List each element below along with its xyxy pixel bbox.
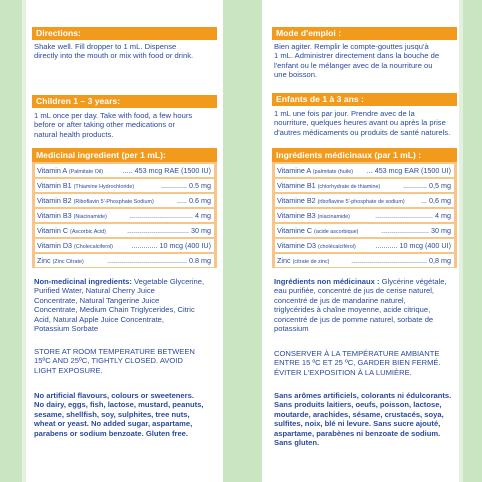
panel-edge (22, 0, 26, 482)
medicinal-ingredients-table (272, 148, 457, 268)
directions-heading: Mode d'emploi : (272, 27, 457, 40)
ingredient-row: Vitamin B1 (Thiamine Hydrochloride) ............. 0.5 mg (35, 179, 214, 192)
french-panel (262, 0, 463, 482)
ingredient-row: Zinc (Zinc Citrate) ........................................ 0.8 mg (35, 254, 214, 267)
medicinal-ingredients-heading: Ingrédients médicinaux (par 1 mL) : (272, 148, 457, 162)
ingredient-row: Vitamine C (acide ascorbique) ........................ 30 mg (275, 224, 454, 237)
children-heading: Enfants de 1 à 3 ans : (272, 93, 457, 106)
children-text: 1 mL once per day. Take with food, a few hours before or after taking other medications or natural health products. (34, 111, 193, 139)
ingredient-row: Zinc (citrate de zinc) ...................................... 0,8 mg (275, 254, 454, 267)
non-medicinal-ingredients: Non-medicinal ingredients: Vegetable Glycerine, Purified Water, Natural Cherry Juice Concentrate, Natural Tangerine Juice Concentrate, Medium Chain Triglycerides, Citric Acid, Natural Apple Juice Concentrate, Potassium Sorbate (34, 277, 205, 334)
english-panel (22, 0, 223, 482)
ingredient-row: Vitamine B1 (chlorhydrate de thiamine) ............ 0,5 mg (275, 179, 454, 192)
panel-edge (459, 0, 463, 482)
directions-heading: Directions: (32, 27, 217, 40)
ingredient-row: Vitamine D3 (cholécalciférol) ........... 10 mcg (400 UI) (275, 239, 454, 252)
ingredient-row: Vitamine B3 (niacinamide) ............................. 4 mg (275, 209, 454, 222)
children-text: 1 mL une fois par jour. Prendre avec de la nourriture, quelques heures avant ou après la prise d'autres médicaments ou produits de santé naturels. (274, 109, 451, 137)
medicinal-ingredients-heading: Medicinal ingredient (per 1 mL): (32, 148, 217, 162)
non-medicinal-ingredients: Ingrédients non médicinaux : Glycérine végétale, eau purifiée, concentré de jus de cerise naturel, concentré de jus de mandarine naturel, triglycérides à chaîne moyenne, acide citrique, concentré de jus de pomme naturel, sorbate de potassium (274, 277, 447, 334)
ingredient-row: Vitamin A (Palmitate Oil) ..... 453 mcg RAE (1500 IU) (35, 164, 214, 177)
allergen-free-text: No artificial flavours, colours or sweeteners. No dairy, eggs, fish, lactose, mustard, peanuts, sesame, shellfish, soy, sulphites, tree nuts, wheat or yeast. No added sugar, aspartame, parabens or sodium benzoate. Gluten free. (34, 391, 204, 438)
directions-text: Bien agiter. Remplir le compte-gouttes jusqu'à 1 mL. Administrer directement dans la bouche de l'enfant ou le mélanger avec de la nourriture ou une boisson. (274, 42, 440, 80)
ingredient-row: Vitamine A (palmitate (huile) ... 453 mcg EAR (1500 UI) (275, 164, 454, 177)
ingredient-row: Vitamin D3 (Cholecalciferol) ............. 10 mcg (400 IU) (35, 239, 214, 252)
ingredient-row: Vitamine B2 (riboflavine 5'-phosphate de sodium) ... 0,6 mg (275, 194, 454, 207)
storage-text: STORE AT ROOM TEMPERATURE BETWEEN 15ºC AND 25ºC, TIGHTLY CLOSED. AVOID LIGHT EXPOSURE. (34, 347, 195, 375)
ingredient-row: Vitamin B3 (Niacinamide) ................................ 4 mg (35, 209, 214, 222)
medicinal-ingredients-table (32, 148, 217, 268)
ingredient-row: Vitamin C (Ascorbic Acid) ............................... 30 mg (35, 224, 214, 237)
storage-text: CONSERVER À LA TEMPÉRATURE AMBIANTE ENTRE 15 ºC ET 25 ºC, GARDER BIEN FERMÉ. ÉVITER L'EXPOSITION À LA LUMIÈRE. (274, 349, 441, 377)
children-heading: Children 1 – 3 years: (32, 95, 217, 108)
allergen-free-text: Sans arômes artificiels, colorants ni édulcorants. Sans produits laitiers, oeufs, poisson, lactose, moutarde, arachides, sésame, crustacés, soya, sulfites, noix, blé ni levure. Sans sucre ajouté, aspartame, parabènes ni benzoate de sodium. Sans gluten. (274, 391, 452, 448)
directions-text: Shake well. Fill dropper to 1 mL. Dispense directly into the mouth or mix with food or drink. (34, 42, 194, 61)
ingredient-row: Vitamin B2 (Riboflavin 5'-Phosphate Sodium) ..... 0.6 mg (35, 194, 214, 207)
